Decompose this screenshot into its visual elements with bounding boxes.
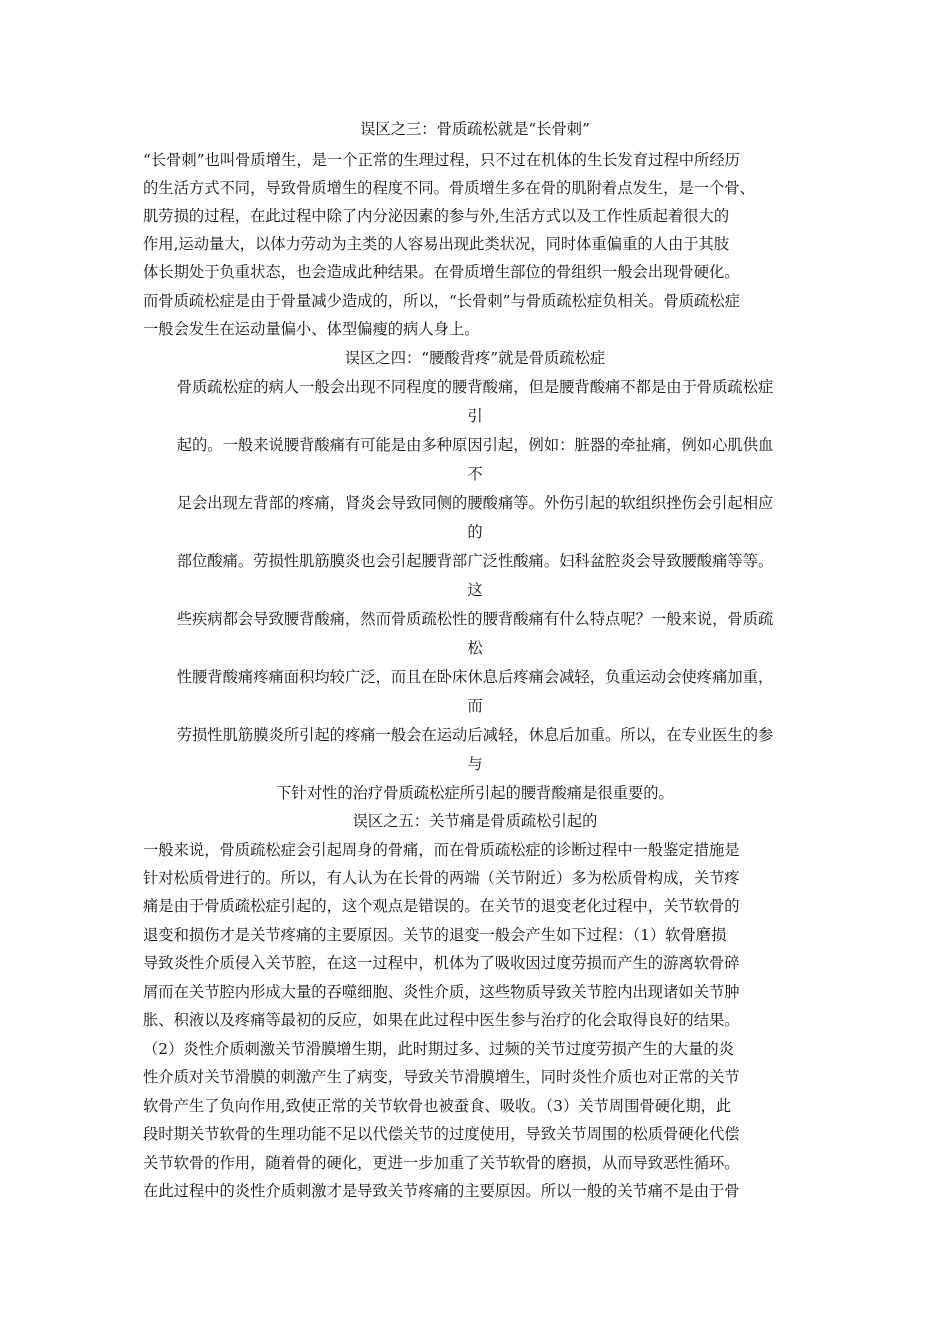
paragraph-line: 作用,运动量大，以体力劳动为主类的人容易出现此类状况，同时体重偏重的人由于其肢 [143,235,730,253]
paragraph-line: 导致炎性介质侵入关节腔，在这一过程中，机体为了吸收因过度劳损而产生的游离软骨碎 [143,954,740,972]
paragraph-line: 不 [467,465,483,483]
paragraph-line: 一般会发生在运动量偏小、体型偏瘦的病人身上。 [143,320,480,338]
paragraph-line: 而 [467,697,483,715]
paragraph-line: 退变和损伤才是关节疼痛的主要原因。关节的退变一般会产生如下过程：（1）软骨磨损 [143,926,727,944]
paragraph-line: 引 [467,407,483,425]
paragraph-line: 屑而在关节腔内形成大量的吞噬细胞、炎性介质，这些物质导致关节腔内出现诸如关节肿 [143,983,740,1001]
paragraph-line: 体长期处于负重状态，也会造成此种结果。在骨质增生部位的骨组织一般会出现骨硬化。 [143,263,740,281]
paragraph-line: 足会出现左背部的疼痛，肾炎会导致同侧的腰酸痛等。外伤引起的软组织挫伤会引起相应 [176,494,774,512]
paragraph-line: 松 [467,639,483,657]
paragraph-line: 胀、积液以及疼痛等最初的反应，如果在此过程中医生参与治疗的化会取得良好的结果。 [143,1011,740,1029]
paragraph-line: 骨质疏松症的病人一般会出现不同程度的腰背酸痛，但是腰背酸痛不都是由于骨质疏松症 [176,378,774,396]
paragraph-line: 的生活方式不同，导致骨质增生的程度不同。骨质增生多在骨的肌附着点发生，是一个骨、 [143,179,755,197]
paragraph-line: 一般来说，骨质疏松症会引起周身的骨痛，而在骨质疏松症的诊断过程中一般鉴定措施是 [143,841,740,859]
paragraph-line: 这 [467,581,483,599]
paragraph-line: 软骨产生了负向作用,致使正常的关节软骨也被蚕食、吸收。（3）关节周围骨硬化期，此 [143,1097,732,1115]
paragraph-line: 在此过程中的炎性介质刺激才是导致关节疼痛的主要原因。所以一般的关节痛不是由于骨 [143,1182,740,1200]
paragraph-line: （2）炎性介质刺激关节滑膜增生期，此时期过多、过频的关节过度劳损产生的大量的炎 [143,1040,735,1058]
paragraph-line: 而骨质疏松症是由于骨量减少造成的，所以，“长骨刺”与骨质疏松症负相关。骨质疏松症 [143,292,740,310]
paragraph-line: 劳损性肌筋膜炎所引起的疼痛一般会在运动后减轻，休息后加重。所以，在专业医生的参 [176,726,774,744]
paragraph-line: 痛是由于骨质疏松症引起的，这个观点是错误的。在关节的退变老化过程中，关节软骨的 [143,897,740,915]
paragraph-line: 性介质对关节滑膜的刺激产生了病变，导致关节滑膜增生，同时炎性介质也对正常的关节 [143,1068,740,1086]
section-heading-myth-5: 误区之五：关节痛是骨质疏松引起的 [352,812,598,830]
paragraph-line: 针对松质骨进行的。所以，有人认为在长骨的两端（关节附近）多为松质骨构成，关节疼 [143,869,740,887]
paragraph-line: “长骨刺”也叫骨质增生，是一个正常的生理过程，只不过在机体的生长发育过程中所经历 [143,151,740,169]
paragraph-line: 段时期关节软骨的生理功能不足以代偿关节的过度使用，导致关节周围的松质骨硬化代偿 [143,1125,740,1143]
paragraph-line: 下针对性的治疗骨质疏松症所引起的腰背酸痛是很重要的。 [276,784,674,802]
paragraph-line: 肌劳损的过程，在此过程中除了内分泌因素的参与外,生活方式以及工作性质起着很大的 [143,207,730,225]
paragraph-line: 部位酸痛。劳损性肌筋膜炎也会引起腰背部广泛性酸痛。妇科盆腔炎会导致腰酸痛等等。 [176,552,774,570]
paragraph-line: 与 [467,755,483,773]
paragraph-line: 关节软骨的作用，随着骨的硬化，更进一步加重了关节软骨的磨损，从而导致恶性循环。 [143,1154,740,1172]
paragraph-line: 起的。一般来说腰背酸痛有可能是由多种原因引起，例如：脏器的牵扯痛，例如心肌供血 [176,436,774,454]
paragraph-line: 些疾病都会导致腰背酸痛，然而骨质疏松性的腰背酸痛有什么特点呢？一般来说，骨质疏 [176,610,774,628]
section-heading-myth-4: 误区之四：“腰酸背疼”就是骨质疏松症 [344,349,606,367]
section-heading-myth-3: 误区之三：骨质疏松就是“长骨刺” [360,120,590,138]
paragraph-line: 性腰背酸痛疼痛面积均较广泛，而且在卧床休息后疼痛会减轻，负重运动会使疼痛加重， [176,668,774,686]
paragraph-line: 的 [467,523,483,541]
